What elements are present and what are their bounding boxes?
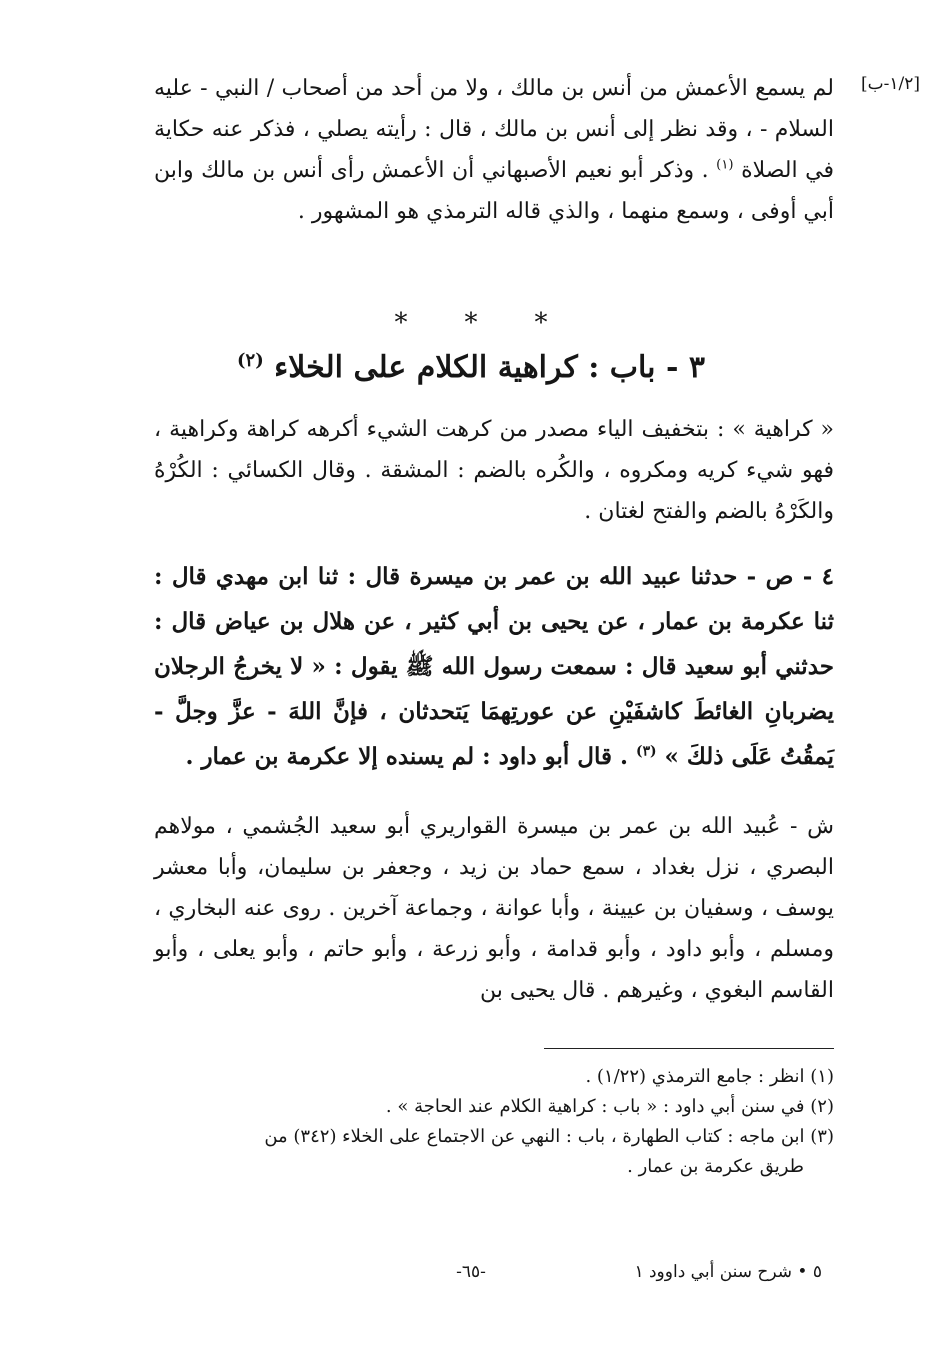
- separator-star: *: [394, 308, 408, 338]
- chapter-title-text: ٣ - باب : كراهية الكلام على الخلاء: [274, 350, 705, 385]
- page-footer: [0, 1262, 942, 1292]
- commentary-paragraph: ش - عُبيد الله بن عمر بن ميسرة القواريري أبو سعيد الجُشمي ، مولاهم البصري ، نزل بغداد ، سمع حماد بن زيد ، وجعفر بن سليمان، وأبا معشر يوسف ، وسفيان بن عيينة ، وأبا عوانة ، وجماعة آخرين . روى عنه البخاري ، ومسلم ، وأبو داود ، وأبو قدامة ، وأبو زرعة ، وأبو حاتم ، وأبو يعلى ، وأبو القاسم البغوي ، وغيرهم . قال يحيى بن: [154, 814, 834, 1003]
- footnote-2: (٢) في سنن أبي داود : « باب : كراهية الكلام عند الحاجة » .: [385, 1096, 834, 1117]
- manuscript-folio-reference: [١/٢-ب]: [860, 74, 920, 94]
- hadith-text: ٤ - ص - حدثنا عبيد الله بن عمر بن ميسرة قال : ثنا ابن مهدي قال : ثنا عكرمة بن عمار ، عن يحيى بن أبي كثير ، عن هلال بن عياض قال : حدثني أبو سعيد قال : سمعت رسول الله ﷺ يقول : « لا يخرجُ الرجلان يضربانِ الغائطَ كاشفَيْنِ عن عورتِهمَا يَتحدثان ، فإنَّ اللهَ - عزَّ وجلَّ - يَمقُتُ عَلَى ذلكَ »: [154, 563, 834, 770]
- footnote-3-continuation: طريق عكرمة بن عمار .: [627, 1156, 804, 1177]
- separator-star: *: [464, 308, 478, 338]
- running-book-title: ٥ • شرح سنن أبي داوود ١: [634, 1262, 822, 1282]
- footnote-3: (٣) ابن ماجه : كتاب الطهارة ، باب : النهي عن الاجتماع على الخلاء (٣٤٢) من: [264, 1126, 834, 1147]
- footnote-marker-2[interactable]: (٢): [236, 350, 264, 371]
- section-separator: [0, 308, 942, 338]
- separator-star: *: [534, 308, 548, 338]
- footnote-marker-3[interactable]: (٣): [636, 743, 657, 760]
- footnote-1: (١) انظر : جامع الترمذي (١/٢٢) .: [585, 1066, 834, 1087]
- hadith-text-continued: . قال أبو داود : لم يسنده إلا عكرمة بن عمار .: [185, 743, 629, 770]
- footnote-divider: [544, 1048, 834, 1049]
- lexical-note-paragraph: « كراهية » : بتخفيف الياء مصدر من كرهت الشيء أكرهه كراهة وكراهية ، فهو شيء كريه ومكروه ، والكُره بالضم : المشقة . وقال الكسائي : الكُرْهُ والكَرْهُ بالضم والفتح لغتان .: [154, 417, 834, 524]
- intro-text: لم يسمع الأعمش من أنس بن مالك ، ولا من أحد من أصحاب / النبي - عليه السلام - ، وقد نظر إلى أنس بن مالك ، قال : رأيته يصلي ، فذكر عنه حكاية في الصلاة: [154, 76, 834, 183]
- footnotes-section: [154, 1062, 834, 1182]
- intro-text-continued: . وذكر أبو نعيم الأصبهاني أن الأعمش رأى أنس بن مالك وابن أبي أوفى ، وسمع منهما ، والذي قاله الترمذي هو المشهور .: [154, 158, 834, 224]
- intro-paragraph: [154, 68, 834, 232]
- hadith-paragraph: [154, 554, 834, 779]
- page-number: -٦٥-: [456, 1262, 486, 1282]
- footnote-marker-1[interactable]: (١): [716, 157, 734, 173]
- chapter-heading: [0, 350, 942, 385]
